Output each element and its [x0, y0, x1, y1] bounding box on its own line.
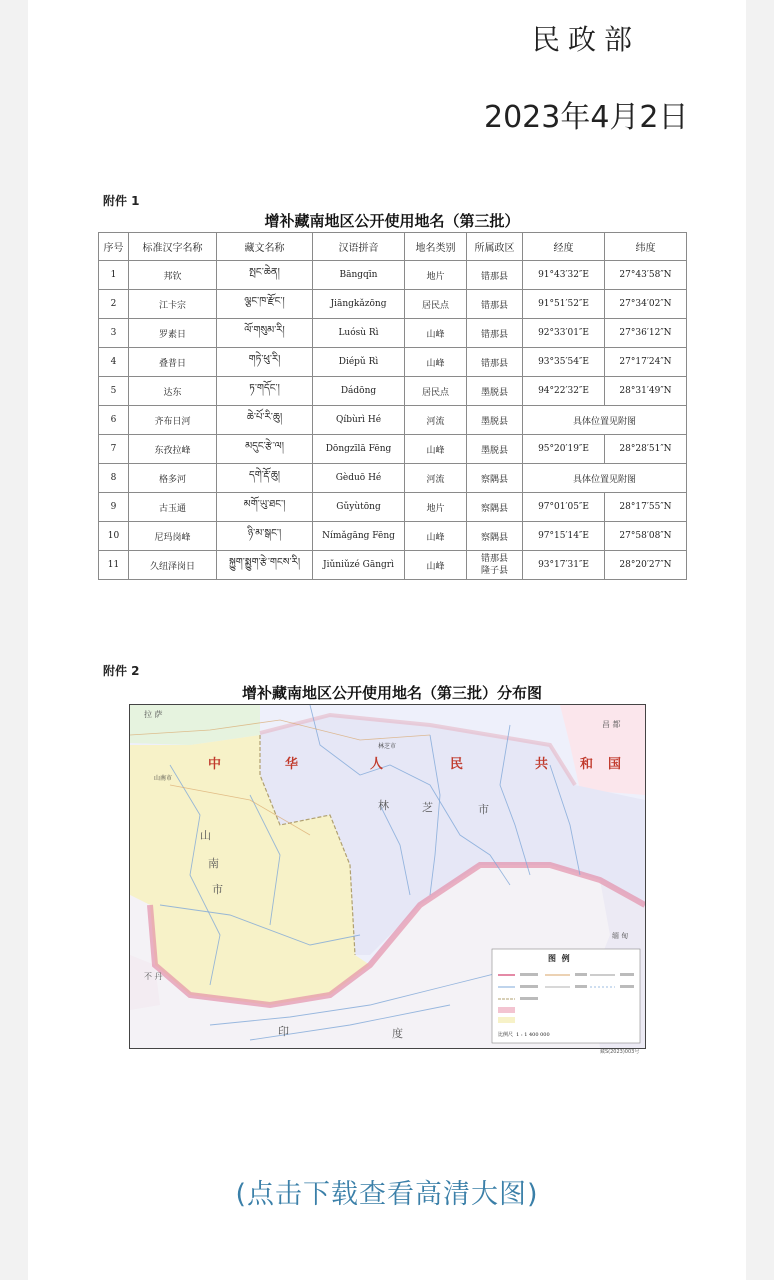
col-header: 标准汉字名称 [129, 233, 217, 261]
cell-latitude: 28°17′55″N [605, 493, 687, 522]
cell-district: 错那县 [467, 290, 523, 319]
cell-pinyin: Jiǔniǔzé Gāngrì [313, 551, 405, 580]
table-body [99, 261, 687, 580]
cell-longitude: 93°17′31″E [523, 551, 605, 580]
cell-district: 错那县 [467, 319, 523, 348]
cell-location-note: 具体位置见附图 [523, 464, 687, 493]
cell-tibetan-name: ཏ་གདོང་། [217, 377, 313, 406]
cell-longitude: 97°01′05″E [523, 493, 605, 522]
cell-pinyin: Nímǎgāng Fēng [313, 522, 405, 551]
cell-district: 错那县 [467, 348, 523, 377]
cell-longitude: 91°51′52″E [523, 290, 605, 319]
cell-chinese-name: 东孜拉峰 [129, 435, 217, 464]
cell-serial: 8 [99, 464, 129, 493]
table-row [99, 406, 687, 435]
map-label-shannan: 市 [212, 883, 223, 896]
map-label-country: 人 [370, 757, 384, 772]
cell-category: 居民点 [405, 290, 467, 319]
cell-latitude: 27°34′02″N [605, 290, 687, 319]
table-row [99, 435, 687, 464]
cell-district: 察隅县 [467, 493, 523, 522]
cell-latitude: 28°28′51″N [605, 435, 687, 464]
cell-latitude: 28°31′49″N [605, 377, 687, 406]
cell-pinyin: Luósù Rì [313, 319, 405, 348]
cell-category: 山峰 [405, 551, 467, 580]
cell-location-note: 具体位置见附图 [523, 406, 687, 435]
cell-pinyin: Gèduō Hé [313, 464, 405, 493]
cell-chinese-name: 达东 [129, 377, 217, 406]
cell-longitude: 97°15′14″E [523, 522, 605, 551]
cell-latitude: 27°43′58″N [605, 261, 687, 290]
col-header: 地名类别 [405, 233, 467, 261]
cell-district: 墨脱县 [467, 406, 523, 435]
cell-category: 山峰 [405, 319, 467, 348]
cell-longitude: 94°22′32″E [523, 377, 605, 406]
download-hd-link[interactable]: (点击下载查看高清大图) [235, 1179, 539, 1210]
cell-chinese-name: 尼玛岗峰 [129, 522, 217, 551]
map-label-nyingchi: 芝 [422, 801, 433, 814]
cell-longitude: 92°33′01″E [523, 319, 605, 348]
cell-latitude: 27°58′08″N [605, 522, 687, 551]
cell-serial: 11 [99, 551, 129, 580]
map-label-myanmar: 缅 甸 [612, 932, 629, 940]
cell-tibetan-name: དགེ་རྡོ་ཆུ། [217, 464, 313, 493]
table-row [99, 522, 687, 551]
cell-category: 居民点 [405, 377, 467, 406]
cell-serial: 9 [99, 493, 129, 522]
col-header: 纬度 [605, 233, 687, 261]
cell-serial: 10 [99, 522, 129, 551]
cell-category: 地片 [405, 493, 467, 522]
cell-tibetan-name: མདུང་རྩེ་ལ། [217, 435, 313, 464]
annex2-label: 附件 2 [103, 664, 140, 678]
cell-chinese-name: 古玉通 [129, 493, 217, 522]
cell-chinese-name: 久纽泽岗日 [129, 551, 217, 580]
cell-category: 山峰 [405, 522, 467, 551]
map-label-linzhi-city: 林芝市 [378, 743, 397, 750]
map-label-country: 国 [608, 757, 622, 772]
map-label-shannan-city: 山南市 [154, 775, 173, 782]
cell-chinese-name: 格多河 [129, 464, 217, 493]
col-header: 所属政区 [467, 233, 523, 261]
map-scale: 比例尺 1 : 1 400 000 [498, 1032, 550, 1038]
annex2-title: 增补藏南地区公开使用地名（第三批）分布图 [241, 684, 542, 702]
cell-district: 墨脱县 [467, 435, 523, 464]
map-legend-title: 图 例 [548, 953, 570, 963]
issue-date: 2023年4月2日 [484, 100, 689, 135]
cell-tibetan-name: གཏེ་ཕུ་རི། [217, 348, 313, 377]
cell-latitude: 27°17′24″N [605, 348, 687, 377]
annex1-title: 增补藏南地区公开使用地名（第三批） [264, 212, 520, 230]
map-label-nyingchi: 市 [478, 803, 489, 816]
cell-tibetan-name: ཉི་མ་སྒང་། [217, 522, 313, 551]
cell-tibetan-name: སྐྱུག་སྨྱུག་རྩེ་གངས་རི། [217, 551, 313, 580]
map-label-nyingchi: 林 [378, 799, 389, 812]
cell-longitude: 91°43′32″E [523, 261, 605, 290]
distribution-map[interactable] [129, 704, 646, 1049]
cell-pinyin: Qíbùrì Hé [313, 406, 405, 435]
map-label-country: 中 [208, 757, 222, 772]
cell-category: 河流 [405, 406, 467, 435]
col-header: 汉语拼音 [313, 233, 405, 261]
map-label-changdu: 昌 都 [602, 720, 621, 729]
cell-pinyin: Dádōng [313, 377, 405, 406]
cell-chinese-name: 罗素日 [129, 319, 217, 348]
cell-district: 察隅县 [467, 464, 523, 493]
map-label-country: 和 [580, 757, 594, 772]
cell-tibetan-name: མགོ་ཡུ་ཐང་། [217, 493, 313, 522]
cell-category: 山峰 [405, 435, 467, 464]
table-row [99, 319, 687, 348]
cell-latitude: 28°20′27″N [605, 551, 687, 580]
cell-tibetan-name: ལོ་གསུམ་རི། [217, 319, 313, 348]
cell-district: 墨脱县 [467, 377, 523, 406]
annex1-label: 附件 1 [103, 194, 140, 208]
place-names-table [98, 232, 687, 580]
cell-chinese-name: 江卡宗 [129, 290, 217, 319]
table-row [99, 464, 687, 493]
col-header: 藏文名称 [217, 233, 313, 261]
map-label-country: 民 [450, 757, 464, 772]
cell-tibetan-name: སྤང་ཆེན། [217, 261, 313, 290]
table-row [99, 261, 687, 290]
map-label-india: 印 [278, 1025, 289, 1038]
cell-district: 错那县 隆子县 [467, 551, 523, 580]
cell-serial: 5 [99, 377, 129, 406]
cell-category: 地片 [405, 261, 467, 290]
cell-category: 河流 [405, 464, 467, 493]
cell-pinyin: Gǔyùtōng [313, 493, 405, 522]
cell-serial: 6 [99, 406, 129, 435]
issuer-name: 民政部 [532, 23, 641, 56]
cell-serial: 1 [99, 261, 129, 290]
map-label-bhutan: 不 丹 [144, 972, 163, 981]
map-label-india: 度 [392, 1027, 403, 1040]
map-label-shannan: 山 [200, 829, 211, 842]
cell-pinyin: Jiāngkǎzōng [313, 290, 405, 319]
col-header: 序号 [99, 233, 129, 261]
cell-district: 错那县 [467, 261, 523, 290]
cell-latitude: 27°36′12″N [605, 319, 687, 348]
cell-category: 山峰 [405, 348, 467, 377]
table-row [99, 290, 687, 319]
cell-serial: 4 [99, 348, 129, 377]
cell-chinese-name: 齐布日河 [129, 406, 217, 435]
cell-tibetan-name: ཆེ་པོ་རི་ཆུ། [217, 406, 313, 435]
cell-longitude: 93°35′54″E [523, 348, 605, 377]
cell-serial: 3 [99, 319, 129, 348]
cell-chinese-name: 邦钦 [129, 261, 217, 290]
map-label-shannan: 南 [208, 857, 219, 870]
cell-pinyin: Diépǔ Rì [313, 348, 405, 377]
table-row [99, 348, 687, 377]
cell-longitude: 95°20′19″E [523, 435, 605, 464]
col-header: 经度 [523, 233, 605, 261]
cell-serial: 2 [99, 290, 129, 319]
map-approval-number: 藏S(2023)003号 [600, 1049, 640, 1055]
cell-serial: 7 [99, 435, 129, 464]
cell-pinyin: Bāngqīn [313, 261, 405, 290]
table-row [99, 551, 687, 580]
cell-district: 察隅县 [467, 522, 523, 551]
map-label-country: 共 [535, 757, 549, 772]
table-row [99, 493, 687, 522]
table-header-row [99, 233, 687, 261]
cell-chinese-name: 叠普日 [129, 348, 217, 377]
map-label-lhasa: 拉 萨 [144, 710, 163, 719]
map-label-country: 华 [285, 757, 299, 772]
cell-tibetan-name: ལྕང་ཁ་རྫོང་། [217, 290, 313, 319]
cell-pinyin: Dōngzīlā Fēng [313, 435, 405, 464]
table-row [99, 377, 687, 406]
